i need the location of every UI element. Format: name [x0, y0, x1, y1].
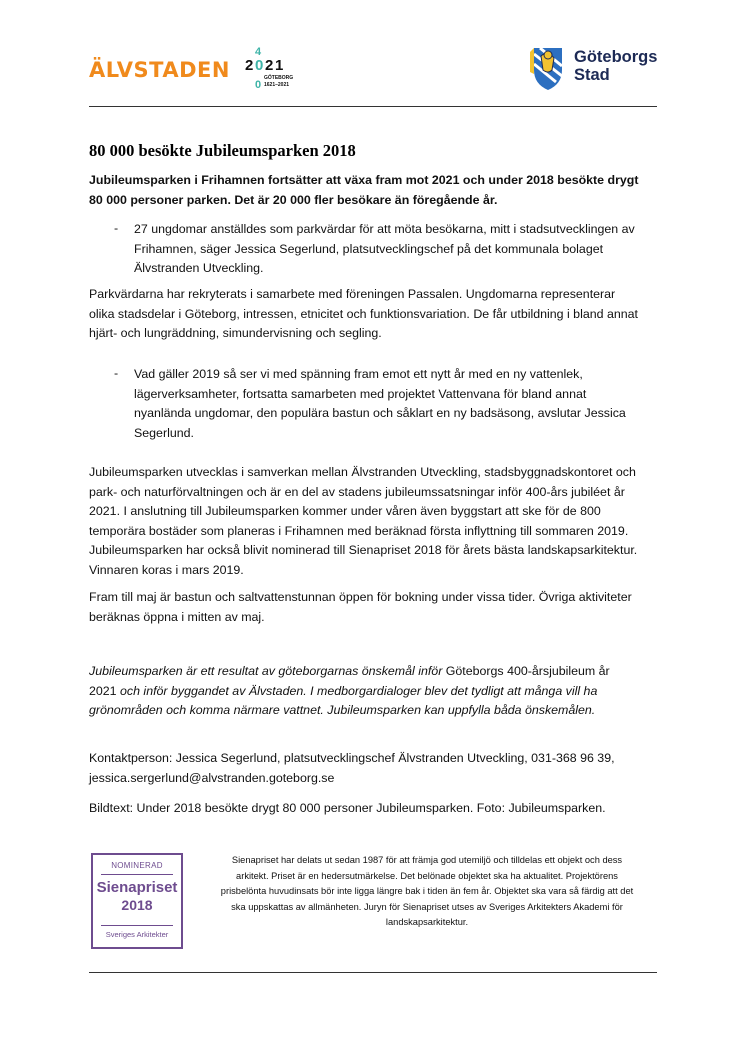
gbg-logo-line2: Stad [574, 66, 610, 84]
para-line: beräknas öppna i mitten av maj. [89, 609, 265, 624]
award-description [196, 853, 658, 931]
para-line: Parkvärdarna har rekryterats i samarbete med föreningen Passalen. Ungdomarna representerar [89, 287, 616, 301]
bullet-line: 27 ungdomar anställdes som parkvärdar för att möta besökarna, mitt i stadsutvecklingen av [134, 222, 635, 236]
badge-divider [101, 925, 173, 926]
footer-divider [89, 972, 657, 973]
para-line: hjärt- och lungräddning, simundervisning och segling. [89, 326, 382, 340]
paragraph-samverkan [89, 463, 664, 580]
para-line: olika stadsdelar i Göteborg, intressen, etnicitet och funktionsvariation. De får utbildning i bland annat [89, 306, 638, 321]
quote-bullet-2 [134, 365, 654, 443]
bullet-line: nyanlända ungdomar, den populära bastun och såklart en ny badsäsong, avslutar Jessica [134, 406, 626, 420]
badge-year: 2018 [121, 897, 153, 913]
goteborg-crest-icon [528, 44, 568, 92]
lead-paragraph [89, 171, 664, 210]
logo-years: 1621–2021 [264, 82, 290, 88]
award-line: Sienapriset har delats ut sedan 1987 för att främja god utemiljö och tilldelas ett objekt och dess [231, 855, 623, 865]
goteborg-2021-logo [244, 44, 304, 92]
logo-digit: 2 [245, 57, 254, 74]
para-line: Jubileumsparken utvecklas i samverkan mellan Älvstranden Utveckling, stadsbyggnadskontoret och [89, 465, 636, 479]
logo-digit: 4 [255, 46, 262, 58]
bullet-dash: - [114, 221, 119, 235]
plain-text: Göteborgs 400-årsjubileum år [445, 664, 610, 678]
quote-bullet-1 [134, 220, 654, 279]
award-line: landskapsarkitektur. [385, 917, 469, 928]
bullet-line: lägerverksamheter, fortsatta samarbeten med projektet Vattenvana för bland annat [134, 386, 587, 401]
badge-label: NOMINERAD [111, 861, 163, 870]
gbg-logo-line1: Göteborgs [574, 48, 658, 66]
logo-city: GÖTEBORG [264, 75, 294, 81]
para-line: park- och naturförvaltningen och är en del av stadens jubileumssatsningar inför 400-års jubiléet år [89, 484, 625, 499]
lead-line: Jubileumsparken i Frihamnen fortsätter att växa fram mot 2021 och under 2018 besökte drygt [89, 173, 639, 187]
para-line: grönområden och komma närmare vattnet. Jubileumsparken kan uppfylla båda önskemålen. [89, 703, 596, 717]
logo-digit: 0 [255, 57, 264, 74]
logo-digit: 0 [255, 79, 262, 91]
para-line: Jubileumsparken har också blivit nominerad till Sienapriset 2018 för årets bästa landskapsarkitektur. [89, 543, 638, 557]
paragraph-bastu [89, 588, 664, 627]
contact-line: Kontaktperson: Jessica Segerlund, platsutvecklingschef Älvstranden Utveckling, 031-368 96 39, [89, 751, 615, 765]
paragraph-parkvardar [89, 285, 664, 344]
award-line: arkitekt. Priset är en hedersutmärkelse. Det belönade objektet ska ha aktualitet. Projektörens [236, 870, 618, 881]
logo-digit: 1 [275, 57, 284, 74]
paragraph-italic-background [89, 662, 664, 721]
para-line: Fram till maj är bastun och saltvattenstunnan öppen för bokning under vissa tider. Övriga aktiviteter [89, 590, 632, 604]
para-line: temporära bostäder som planeras i Frihamnen med beräknad första inflyttning till sommaren 2019. [89, 523, 629, 538]
para-line [89, 682, 664, 702]
badge-org: Sveriges Arkitekter [105, 930, 169, 939]
sienapriset-badge [91, 853, 183, 949]
para-line [89, 662, 664, 682]
page-title: 80 000 besökte Jubileumsparken 2018 [89, 141, 356, 160]
contact-paragraph [89, 749, 664, 788]
award-line: ska uppskattas av allmänheten. Juryn för Sienapriset utses av Sveriges Arkitekters Akademi för [231, 901, 623, 912]
lead-line: 80 000 personer parken. Det är 20 000 fler besökare än föregående år. [89, 192, 498, 207]
image-caption: Bildtext: Under 2018 besökte drygt 80 000 personer Jubileumsparken. Foto: Jubileumsparken. [89, 801, 606, 815]
goteborgs-stad-logo [528, 44, 668, 92]
bullet-dash: - [114, 366, 119, 380]
header-divider [89, 106, 657, 107]
italic-text: Jubileumsparken är ett resultat av göteborgarnas önskemål inför [89, 664, 446, 678]
italic-text: och inför byggandet av Älvstaden. I medborgardialoger blev det tydligt att många vill ha [120, 683, 598, 698]
bullet-line: Älvstranden Utveckling. [134, 261, 264, 275]
alvstaden-logo: ÄLVSTADEN [89, 58, 230, 82]
contact-email: jessica.sergerlund@alvstranden.goteborg.se [89, 770, 335, 785]
logo-digit: 2 [265, 57, 274, 74]
bullet-line: Vad gäller 2019 så ser vi med spänning fram emot ett nytt år med en ny vattenlek, [134, 367, 583, 381]
bullet-line: Segerlund. [134, 425, 194, 440]
badge-divider [101, 874, 173, 875]
bullet-line: Frihamnen, säger Jessica Segerlund, platsutvecklingschef på det kommunala bolaget [134, 241, 604, 256]
badge-name: Sienapriset [96, 879, 178, 896]
para-line: 2021. I anslutning till Jubileumsparken kommer under våren även byggstart att ske för de 800 [89, 504, 601, 518]
plain-text: 2021 [89, 683, 121, 698]
award-line: prisbelönta huvudinsats bör inte ligga längre bak i tiden än fem år. Objektet ska vara så färdig att det [220, 886, 634, 897]
para-line: Vinnaren koras i mars 2019. [89, 562, 244, 577]
